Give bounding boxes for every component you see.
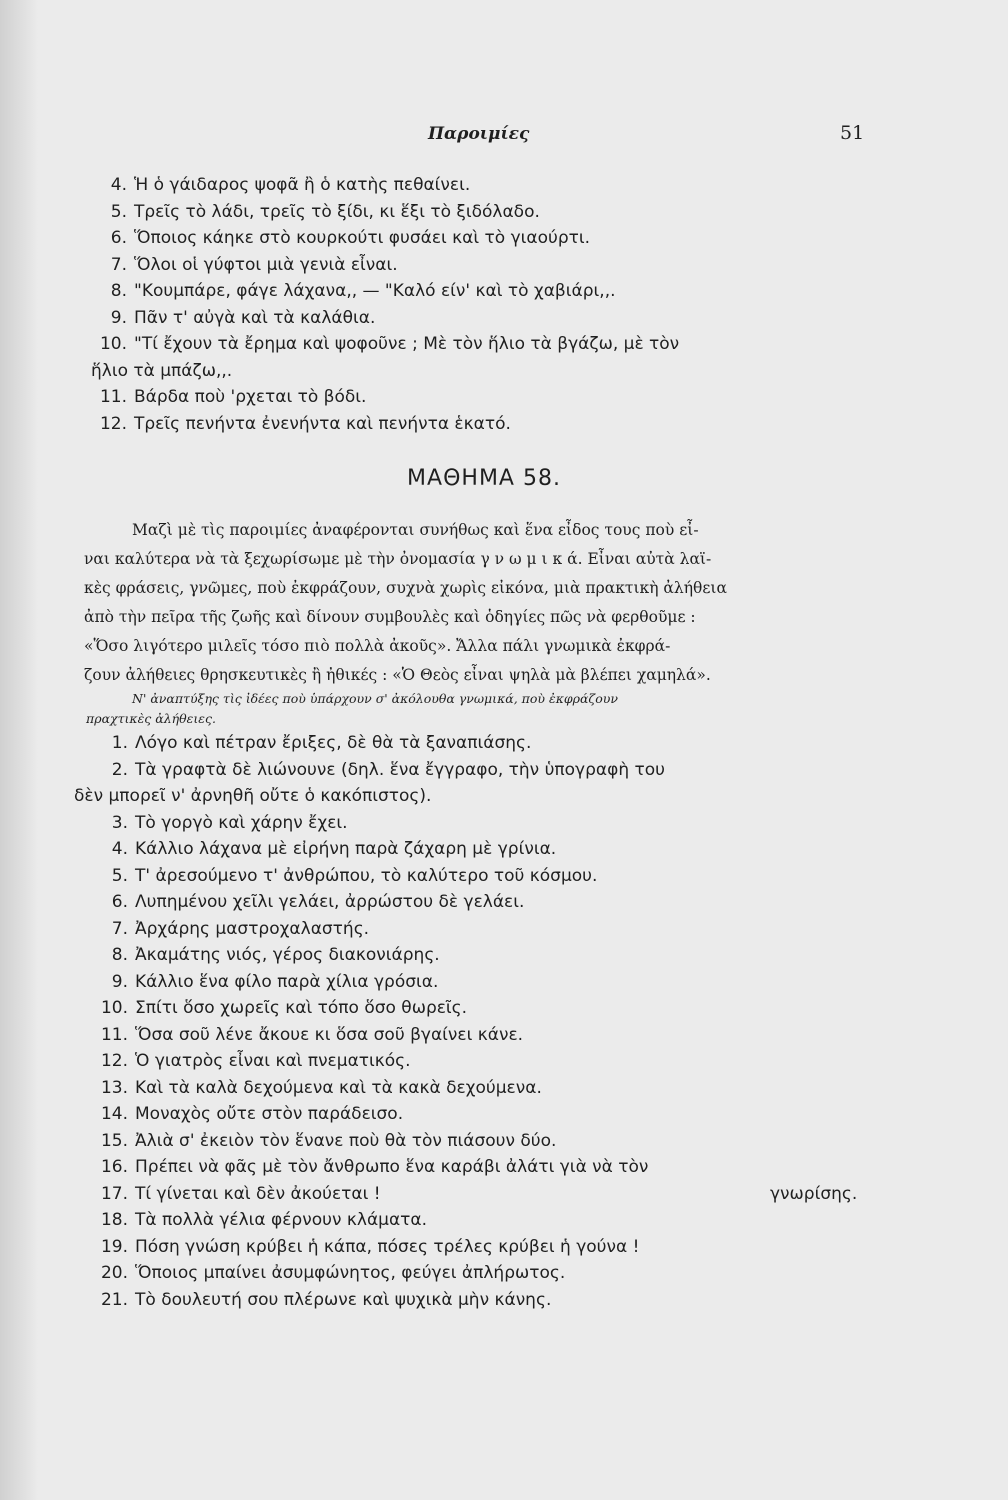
paragraph-line: ζουν ἀλήθειες θρησκευτικὲς ἢ ἠθικές : «Ὁ Θεὸς εἶναι ψηλὰ μὰ βλέπει χαμηλά».: [84, 666, 711, 684]
item-text: Ὅποιος κάηκε στὸ κουρκούτι φυσάει καὶ τὸ γιαούρτι.: [134, 228, 591, 248]
item-text: Ὁ γιατρὸς εἶναι καὶ πνεματικός.: [135, 1051, 411, 1071]
item-text: δὲν μπορεῖ ν' ἀρνηθῆ οὔτε ὁ κακόπιστος).: [74, 786, 432, 806]
sayings-list: [0, 730, 1008, 1313]
item-number: 5.: [110, 201, 127, 222]
item-number: 18.: [100, 1210, 128, 1230]
item-number: 12.: [100, 1051, 128, 1071]
list-item: [0, 1075, 1008, 1102]
item-text: Ἀκαμάτης νιός, γέρος διακονιάρης.: [135, 945, 440, 965]
list-item: [0, 305, 1008, 332]
list-item: [0, 1260, 1008, 1287]
list-item: [0, 172, 1008, 199]
item-text: Τί γίνεται καὶ δὲν ἀκούεται !: [135, 1183, 381, 1204]
item-number: 10.: [100, 998, 128, 1018]
item-number: 15.: [100, 1130, 128, 1151]
paragraph-line: Μαζὶ μὲ τὶς παροιμίες ἀναφέρονται συνήθως καὶ ἕνα εἶδος τους ποὺ εἶ-: [132, 521, 699, 539]
list-item: [0, 1234, 1008, 1261]
item-text: Σπίτι ὅσο χωρεῖς καὶ τόπο ὅσο θωρεῖς.: [135, 998, 468, 1018]
item-number: 13.: [100, 1077, 128, 1098]
list-item: [0, 225, 1008, 252]
list-item: [0, 1287, 1008, 1314]
list-item: [0, 331, 1008, 358]
list-item: [0, 995, 1008, 1022]
list-item: [0, 1048, 1008, 1075]
item-number: 8.: [111, 945, 128, 965]
item-number: 17.: [100, 1183, 128, 1204]
item-number: 20.: [100, 1263, 128, 1283]
list-item: [0, 252, 1008, 279]
list-item: [0, 889, 1008, 916]
item-text: Ἡ ὁ γάιδαρος ψοφᾶ ἢ ὁ κατὴς πεθαίνει.: [134, 175, 471, 195]
instruction-line: Ν' ἀναπτύξης τὶς ἰδέες ποὺ ὑπάρχουν σ' ἀκόλουθα γνωμικά, ποὺ ἐκφράζουν: [132, 691, 618, 706]
item-text: Κάλλιο ἕνα φίλο παρὰ χίλια γρόσια.: [135, 971, 439, 992]
item-text: Πόση γνώση κρύβει ἡ κάπα, πόσες τρέλες κρύβει ἡ γούνα !: [135, 1236, 640, 1257]
instruction-line: πραχτικὲς ἀλήθειες.: [86, 711, 216, 726]
item-text: Βάρδα ποὺ 'ρχεται τὸ βόδι.: [134, 387, 367, 407]
list-item: [0, 1101, 1008, 1128]
item-text: Τὸ γοργὸ καὶ χάρην ἔχει.: [135, 812, 348, 833]
list-item: [0, 1022, 1008, 1049]
list-item-continuation: [0, 783, 1008, 810]
item-number: 12.: [99, 413, 127, 434]
item-number: 11.: [99, 387, 127, 407]
item-text: Καὶ τὰ καλὰ δεχούμενα καὶ τὰ κακὰ δεχούμενα.: [135, 1077, 542, 1098]
item-text: Μοναχὸς οὔτε στὸν παράδεισο.: [135, 1104, 404, 1124]
item-text: Ἀλιὰ σ' ἐκειὸν τὸν ἕνανε ποὺ θὰ τὸν πιάσουν δύο.: [135, 1130, 557, 1151]
item-number: 1.: [111, 733, 128, 753]
list-item: [0, 916, 1008, 943]
list-item: [0, 411, 1008, 438]
list-item: [0, 1128, 1008, 1155]
exercise-instruction: [86, 689, 618, 729]
list-item-continuation: [0, 358, 1008, 385]
page-number: 51: [840, 122, 865, 144]
item-number: 9.: [110, 307, 127, 328]
intro-paragraph: [84, 516, 872, 690]
item-text: Λυπημένου χεῖλι γελάει, ἀρρώστου δὲ γελάει.: [135, 892, 525, 912]
item-number: 3.: [111, 812, 128, 833]
item-text: Τὰ πολλὰ γέλια φέρνουν κλάματα.: [135, 1210, 428, 1230]
list-item: [0, 1207, 1008, 1234]
proverbs-list-top: [0, 172, 1008, 437]
item-text: "Κουμπάρε, φάγε λάχανα,, — "Καλό είν' καὶ τὸ χαβιάρι,,.: [134, 281, 616, 301]
list-item: [0, 757, 1008, 784]
paragraph-line: κὲς φράσεις, γνῶμες, ποὺ ἐκφράζουν, συχνὰ χωρὶς εἰκόνα, μιὰ πρακτικὴ ἀλήθεια: [84, 579, 727, 597]
item-text: Ἀρχάρης μαστροχαλαστής.: [135, 918, 370, 939]
paragraph-line: «Ὅσο λιγότερο μιλεῖς τόσο πιὸ πολλὰ ἀκοῦς». Ἄλλα πάλι γνωμικὰ ἐκφρά-: [84, 637, 671, 655]
item-number: 19.: [100, 1236, 128, 1257]
item-number: 14.: [100, 1104, 128, 1124]
item-text: Ὅσα σοῦ λένε ἄκουε κι ὅσα σοῦ βγαίνει κάνε.: [135, 1024, 524, 1045]
list-item: [0, 730, 1008, 757]
item-number: 11.: [100, 1024, 128, 1045]
item-text: Τρεῖς πενήντα ἐνενήντα καὶ πενήντα ἑκατό.: [134, 413, 511, 434]
item-number: 6.: [110, 228, 127, 248]
item-text: Τ' ἀρεσούμενο τ' ἀνθρώπου, τὸ καλύτερο τοῦ κόσμου.: [135, 865, 598, 886]
item-number: 4.: [111, 839, 128, 859]
item-number: 9.: [111, 971, 128, 992]
item-number: 10.: [99, 334, 127, 354]
item-text: Λόγο καὶ πέτραν ἔριξες, δὲ θὰ τὰ ξαναπιάσης.: [135, 733, 532, 753]
item-text: Κάλλιο λάχανα μὲ εἰρήνη παρὰ ζάχαρη μὲ γρίνια.: [135, 839, 557, 859]
item-text: Πᾶν τ' αὐγὰ καὶ τὰ καλάθια.: [134, 307, 376, 328]
list-item: [0, 810, 1008, 837]
list-item: [0, 969, 1008, 996]
item-text: Πρέπει νὰ φᾶς μὲ τὸν ἄνθρωπο ἕνα καράβι ἀλάτι γιὰ νὰ τὸν: [135, 1157, 649, 1177]
item-number: 4.: [110, 175, 127, 195]
paragraph-line: ναι καλύτερα νὰ τὰ ξεχωρίσωμε μὲ τὴν ὀνομασία γ ν ω μ ι κ ά. Εἶναι αὐτὰ λαϊ-: [84, 550, 712, 568]
item-text: Τὸ δουλευτή σου πλέρωνε καὶ ψυχικὰ μὴν κάνης.: [135, 1289, 552, 1310]
list-item: [0, 836, 1008, 863]
item-number: 2.: [111, 759, 128, 780]
list-item: [0, 942, 1008, 969]
lesson-heading: ΜΑΘΗΜΑ 58.: [407, 466, 561, 491]
item-text: Ὅποιος μπαίνει ἀσυμφώνητος, φεύγει ἀπλήρωτος.: [135, 1263, 566, 1283]
item-number: 16.: [100, 1157, 128, 1177]
item-number: 5.: [111, 865, 128, 886]
list-item: [0, 199, 1008, 226]
item-number: 7.: [110, 254, 127, 275]
item-number: 7.: [111, 918, 128, 939]
item-text: Τρεῖς τὸ λάδι, τρεῖς τὸ ξίδι, κι ἕξι τὸ ξιδόλαδο.: [134, 201, 540, 222]
list-item: [0, 1181, 1008, 1208]
item-text: Ὅλοι οἱ γύφτοι μιὰ γενιὰ εἶναι.: [134, 254, 398, 275]
list-item: [0, 278, 1008, 305]
list-item: [0, 1154, 1008, 1181]
running-head: Παροιμίες: [428, 124, 530, 144]
paragraph-line: ἀπὸ τὴν πεῖρα τῆς ζωῆς καὶ δίνουν συμβουλὲς καὶ ὁδηγίες πῶς νὰ φερθοῦμε :: [84, 608, 696, 626]
item-number: 6.: [111, 892, 128, 912]
item-text: Τὰ γραφτὰ δὲ λιώνουνε (δηλ. ἕνα ἔγγραφο, τὴν ὑπογραφὴ του: [135, 759, 665, 780]
item-text: ἥλιο τὰ μπάζω,,.: [91, 360, 233, 381]
item-number: 21.: [100, 1289, 128, 1310]
list-item: [0, 863, 1008, 890]
list-item: [0, 384, 1008, 411]
item-text: "Τί ἔχουν τὰ ἔρημα καὶ ψοφοῦνε ; Μὲ τὸν ἥλιο τὰ βγάζω, μὲ τὸν: [134, 334, 680, 354]
item-continuation-word: γνωρίσης.: [770, 1183, 858, 1204]
item-number: 8.: [110, 281, 127, 301]
